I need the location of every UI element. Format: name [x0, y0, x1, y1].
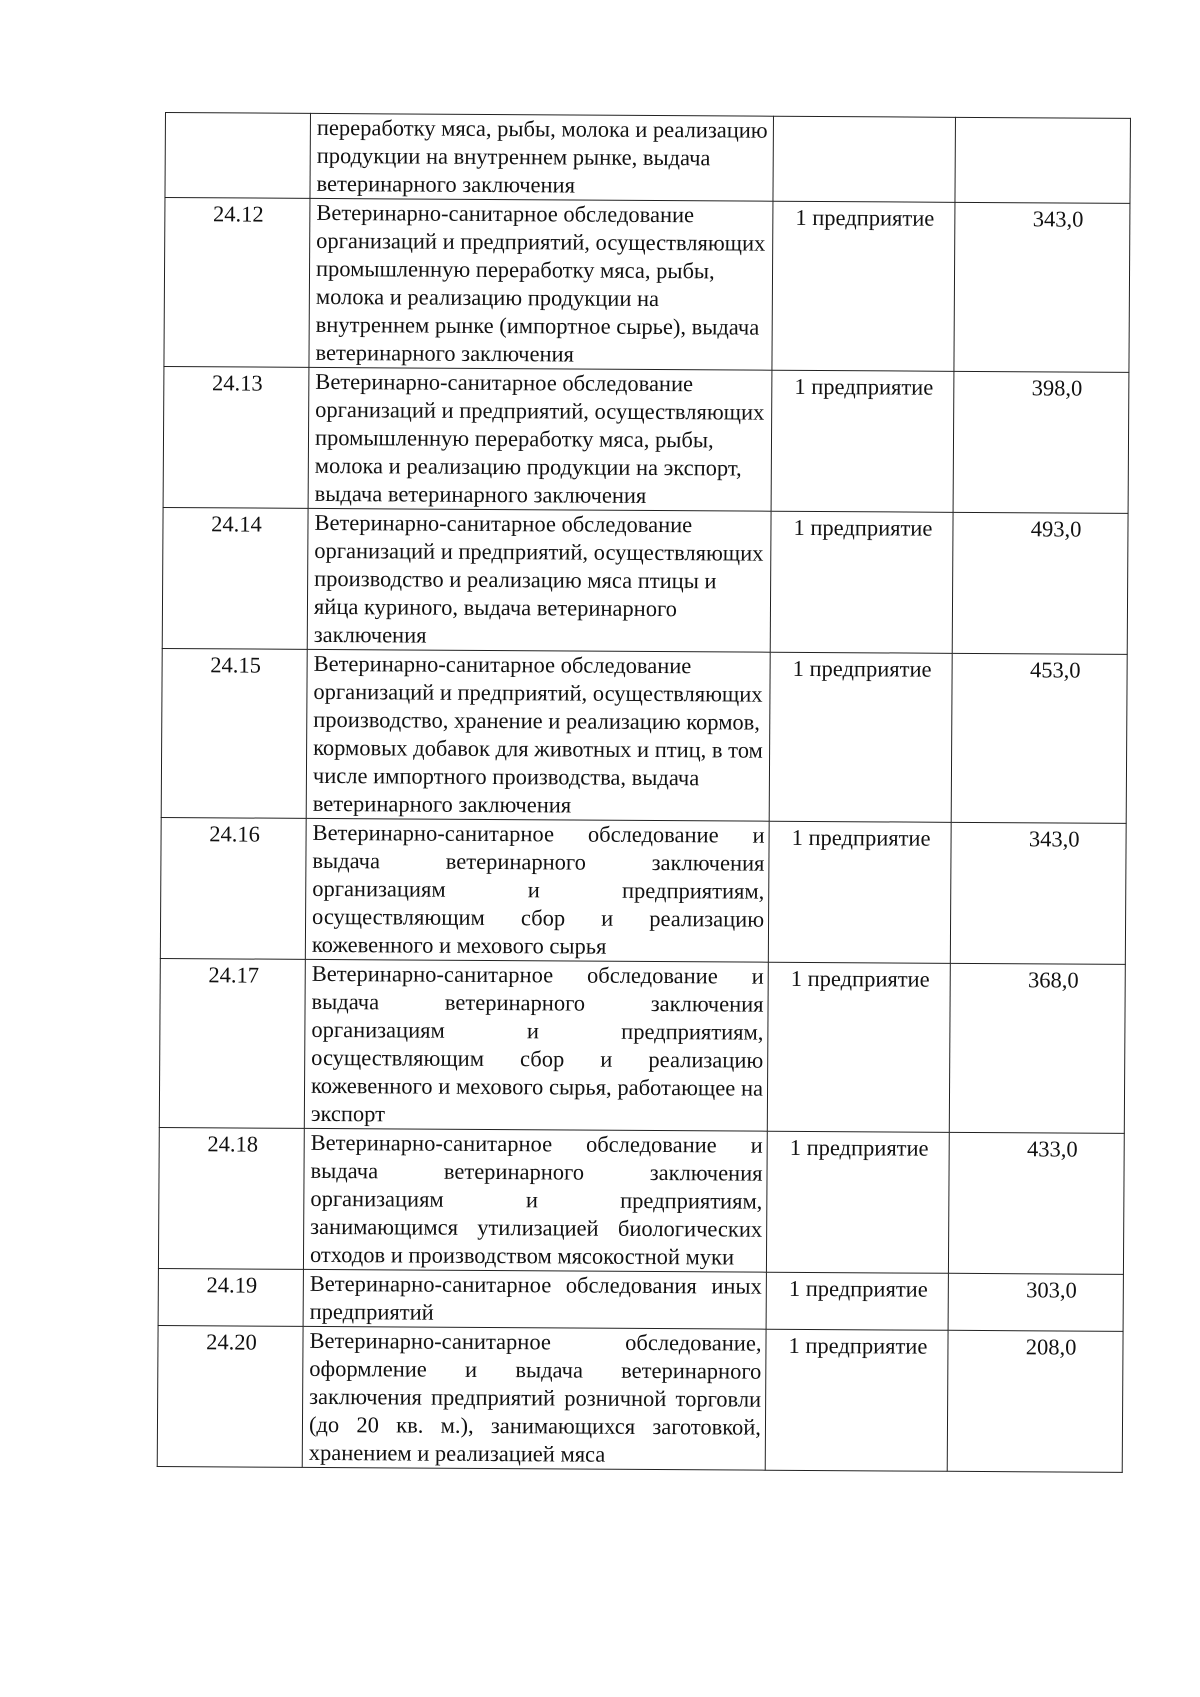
cell-unit: 1 предприятие	[767, 962, 950, 1132]
cell-description: Ветеринарно-санитарное обследование и выдача ветеринарного заключения организациям и предприятиям, осуществляющим сбор и реализацию кожевенного и мехового сырья	[305, 818, 769, 962]
cell-price: 208,0	[947, 1330, 1123, 1472]
cell-unit: 1 предприятие	[766, 1272, 948, 1330]
cell-description: Ветеринарно-санитарное обследование организаций и предприятий, осуществляющих производство, хранение и реализацию кормов, кормовых добавок для животных и птиц, в том числе импортного производства, выдача ветеринарного заключения	[306, 649, 770, 821]
table-row	[157, 1325, 1123, 1472]
cell-description: Ветеринарно-санитарное обследование и выдача ветеринарного заключения организациям и предприятиям, занимающимся утилизацией биологических отходов и производством мясокостной муки	[303, 1128, 767, 1272]
table-row	[158, 1268, 1123, 1331]
cell-price: 493,0	[952, 512, 1128, 654]
cell-unit: 1 предприятие	[765, 1329, 948, 1471]
cell-number: 24.16	[160, 817, 306, 959]
table-row	[163, 366, 1129, 513]
cell-unit: 1 предприятие	[770, 511, 953, 653]
cell-unit-empty	[773, 116, 956, 202]
cell-description: Ветеринарно-санитарное обследование и выдача ветеринарного заключения организациям и предприятиям, осуществляющим сбор и реализацию кожевенного и мехового сырья, работающее на экспорт	[304, 959, 768, 1131]
cell-price: 453,0	[951, 653, 1127, 823]
table-row	[161, 648, 1127, 823]
cell-number: 24.17	[159, 958, 305, 1128]
cell-number-empty	[165, 113, 311, 199]
cell-description: Ветеринарно-санитарное обследование организаций и предприятий, осуществляющих промышленную переработку мяса, рыбы, молока и реализацию продукции на экспорт, выдача ветеринарного заключения	[308, 367, 772, 511]
cell-description: Ветеринарно-санитарное обследование организаций и предприятий, осуществляющих промышленную переработку мяса, рыбы, молока и реализацию продукции на внутреннем рынке (импортное сырье), выдача ветеринарного заключения	[309, 198, 773, 370]
cell-price: 368,0	[949, 963, 1125, 1133]
cell-number: 24.13	[163, 366, 309, 508]
table-row	[164, 198, 1130, 373]
cell-price: 398,0	[953, 371, 1129, 513]
table-body	[157, 113, 1130, 1473]
cell-description-continuation: переработку мяса, рыбы, молока и реализацию продукции на внутреннем рынке, выдача ветеринарного заключения	[310, 113, 774, 201]
cell-description: Ветеринарно-санитарное обследования иных предприятий	[303, 1269, 766, 1329]
cell-price: 303,0	[948, 1273, 1123, 1331]
cell-number: 24.18	[158, 1127, 304, 1269]
cell-unit: 1 предприятие	[766, 1131, 949, 1273]
cell-price: 343,0	[954, 202, 1130, 372]
table-row	[159, 958, 1125, 1133]
table-row	[160, 817, 1126, 964]
cell-number: 24.12	[164, 198, 310, 368]
cell-price: 343,0	[950, 822, 1126, 964]
table-row-continuation	[165, 113, 1131, 204]
table-row	[162, 507, 1128, 654]
cell-number: 24.15	[161, 648, 307, 818]
cell-unit: 1 предприятие	[771, 370, 954, 512]
cell-description: Ветеринарно-санитарное обследование организаций и предприятий, осуществляющих производство и реализацию мяса птицы и яйца куриного, выдача ветеринарного заключения	[307, 508, 771, 652]
price-table	[157, 112, 1131, 1473]
cell-unit: 1 предприятие	[768, 821, 951, 963]
cell-number: 24.19	[158, 1268, 303, 1326]
cell-unit: 1 предприятие	[772, 201, 955, 371]
cell-price-empty	[955, 117, 1131, 203]
table-row	[158, 1127, 1124, 1274]
cell-unit: 1 предприятие	[769, 652, 952, 822]
cell-description: Ветеринарно-санитарное обследование, оформление и выдача ветеринарного заключения предприятий розничной торговли (до 20 кв. м.), занимающихся заготовкой, хранением и реализацией мяса	[302, 1326, 766, 1470]
cell-number: 24.20	[157, 1325, 303, 1467]
cell-price: 433,0	[948, 1132, 1124, 1274]
cell-number: 24.14	[162, 507, 308, 649]
